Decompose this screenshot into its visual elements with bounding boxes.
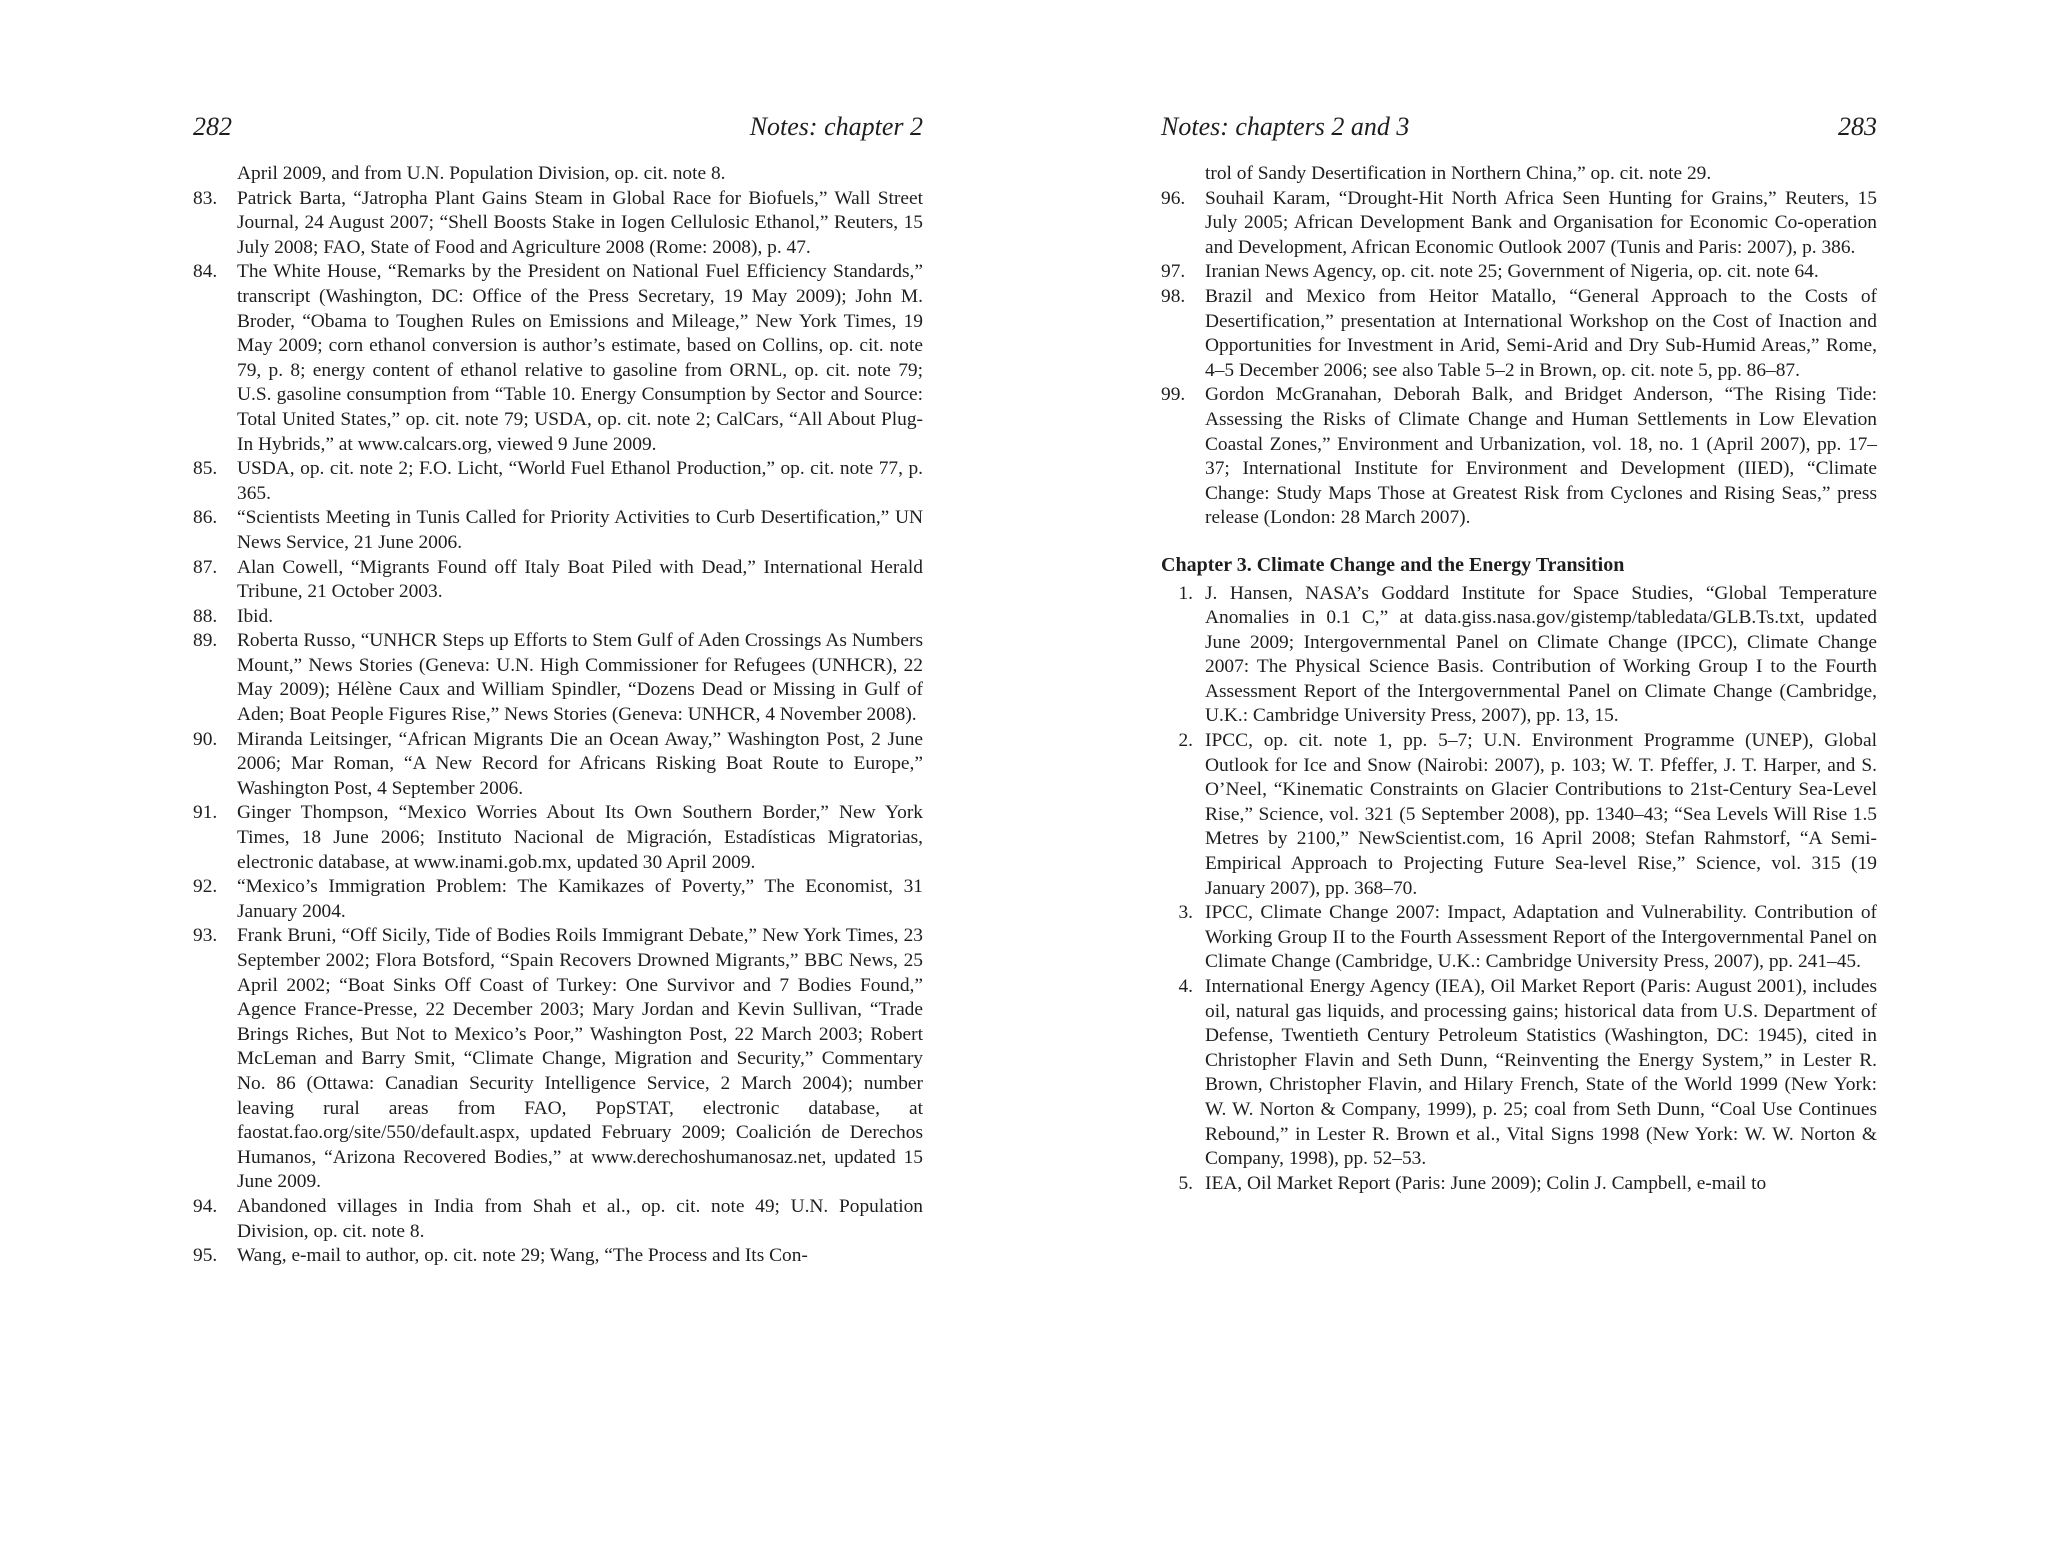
note-number: 4.	[1178, 976, 1193, 997]
note-number: 3.	[1178, 902, 1193, 924]
note-continuation: trol of Sandy Desertification in Northern China,” op. cit. note 29.	[1205, 163, 1712, 184]
note-text: IPCC, Climate Change 2007: Impact, Adaptation and Vulnerability. Contribution of Working Group II to the Fourth Assessment Report of the Intergovernmental Panel on Climate Change (Cambridge, U.K.: Cambridge University Press, 2007), pp. 241–45.	[1205, 902, 1877, 973]
note-item	[193, 924, 923, 1195]
note-item	[1161, 187, 1877, 261]
note-item	[193, 506, 923, 555]
note-text: Alan Cowell, “Migrants Found off Italy Boat Piled with Dead,” International Herald Tribune, 21 October 2003.	[237, 556, 923, 603]
note-number: 88.	[193, 605, 218, 627]
note-continuation: April 2009, and from U.N. Population Division, op. cit. note 8.	[237, 163, 726, 184]
running-head: Notes: chapters 2 and 3	[1161, 112, 1410, 141]
note-text: Brazil and Mexico from Heitor Matallo, “General Approach to the Costs of Desertification,” presentation at International Workshop on the Cost of Inaction and Opportunities for Investment in Arid, Semi-Arid and Dry Sub-Humid Areas,” Rome, 4–5 December 2006; see also Table 5–2 in Brown, op. cit. note 5, pp. 86–87.	[1205, 285, 1877, 381]
page-number: 282	[193, 112, 232, 141]
note-number: 89.	[193, 630, 218, 652]
right-page	[1161, 112, 1877, 1196]
note-text: Roberta Russo, “UNHCR Steps up Efforts to Stem Gulf of Aden Crossings As Numbers Mount,” News Stories (Geneva: U.N. High Commissioner for Refugees (UNHCR), 22 May 2009); Hélène Caux and William Spindler, “Dozens Dead or Missing in Gulf of Aden; Boat People Figures Rise,” News Stories (Geneva: UNHCR, 4 November 2008).	[237, 630, 923, 726]
note-number: 85.	[193, 458, 218, 480]
note-text: Frank Bruni, “Off Sicily, Tide of Bodies Roils Immigrant Debate,” New York Times, 23 September 2002; Flora Botsford, “Spain Recovers Drowned Migrants,” BBC News, 25 April 2002; “Boat Sinks Off Coast of Turkey: One Survivor and 7 Bodies Found,” Agence France-Presse, 22 December 2003; Mary Jordan and Kevin Sullivan, “Trade Brings Riches, But Not to Mexico’s Poor,” Washington Post, 22 March 2003; Robert McLeman and Barry Smit, “Climate Change, Migration and Security,” Commentary No. 86 (Ottawa: Canadian Security Intelligence Service, 2 March 2004); number leaving rural areas from FAO, PopSTAT, electronic database, at faostat.fao.org/site/550/default.aspx, updated February 2009; Coalición de Derechos Humanos, “Arizona Recovered Bodies,” at www.derechoshumanosaz.net, updated 15 June 2009.	[237, 925, 923, 1193]
note-number: 2.	[1178, 730, 1193, 752]
note-number: 98.	[1161, 285, 1186, 307]
note-number: 90.	[193, 728, 218, 750]
note-number: 5.	[1178, 1172, 1193, 1194]
note-number: 87.	[193, 556, 218, 578]
note-text: Iranian News Agency, op. cit. note 25; Government of Nigeria, op. cit. note 64.	[1205, 261, 1819, 283]
note-item	[1161, 729, 1877, 901]
note-text: IEA, Oil Market Report (Paris: June 2009); Colin J. Campbell, e-mail to	[1205, 1172, 1767, 1194]
note-number: 92.	[193, 876, 218, 898]
note-text: “Scientists Meeting in Tunis Called for Priority Activities to Curb Desertification,” UN News Service, 21 June 2006.	[237, 507, 923, 553]
note-number: 1.	[1178, 582, 1193, 604]
note-item	[193, 605, 923, 630]
note-number: 95.	[193, 1245, 218, 1267]
note-text: USDA, op. cit. note 2; F.O. Licht, “World Fuel Ethanol Production,” op. cit. note 77, p. 365.	[237, 458, 923, 504]
note-item	[1161, 260, 1877, 285]
note-text: Abandoned villages in India from Shah et al., op. cit. note 49; U.N. Population Division, op. cit. note 8.	[237, 1195, 923, 1242]
note-number: 94.	[193, 1195, 218, 1217]
note-text: Patrick Barta, “Jatropha Plant Gains Steam in Global Race for Biofuels,” Wall Street Journal, 24 August 2007; “Shell Boosts Stake in Iogen Cellulosic Ethanol,” Reuters, 15 July 2008; FAO, State of Food and Agriculture 2008 (Rome: 2008), p. 47.	[237, 187, 923, 258]
note-item	[193, 629, 923, 727]
note-number: 97.	[1161, 261, 1186, 283]
note-text: Wang, e-mail to author, op. cit. note 29; Wang, “The Process and Its Con-	[237, 1245, 808, 1267]
chapter-notes-list	[1161, 582, 1877, 1197]
note-text: Ibid.	[237, 605, 274, 627]
note-number: 86.	[193, 507, 218, 529]
note-number: 96.	[1161, 187, 1186, 209]
note-item	[193, 1244, 923, 1269]
note-item	[1161, 975, 1877, 1172]
note-item	[193, 556, 923, 605]
page-number: 283	[1838, 112, 1877, 141]
notes-list	[193, 162, 923, 1269]
running-head: Notes: chapter 2	[749, 112, 923, 141]
note-item	[193, 801, 923, 875]
note-number: 91.	[193, 802, 218, 824]
note-item	[193, 260, 923, 457]
note-item	[1161, 285, 1877, 383]
note-item	[1161, 582, 1877, 730]
right-page-header	[1161, 112, 1877, 148]
note-text: J. Hansen, NASA’s Goddard Institute for Space Studies, “Global Temperature Anomalies in 0.1 C,” at data.giss.nasa.gov/gistemp/tabledata/GLB.Ts.txt, updated June 2009; Intergovernmental Panel on Climate Change (IPCC), Climate Change 2007: The Physical Science Basis. Contribution of Working Group I to the Fourth Assessment Report of the Intergovernmental Panel on Climate Change (Cambridge, U.K.: Cambridge University Press, 2007), pp. 13, 15.	[1205, 582, 1877, 727]
note-item	[193, 1195, 923, 1244]
note-item	[193, 187, 923, 261]
note-item	[193, 457, 923, 506]
note-item	[1161, 901, 1877, 975]
left-page-header	[193, 112, 923, 148]
note-text: IPCC, op. cit. note 1, pp. 5–7; U.N. Environment Programme (UNEP), Global Outlook for Ice and Snow (Nairobi: 2007), p. 103; W. T. Pfeffer, J. T. Harper, and S. O’Neel, “Kinematic Constraints on Glacier Contributions to 21st-Century Sea-Level Rise,” Science, vol. 321 (5 September 2008), pp. 1340–43; “Sea Levels Will Rise 1.5 Metres by 2100,” NewScientist.com, 16 April 2008; Stefan Rahmstorf, “A Semi-Empirical Approach to Projecting Future Sea-level Rise,” Science, vol. 315 (19 January 2007), pp. 368–70.	[1205, 730, 1877, 899]
note-text: “Mexico’s Immigration Problem: The Kamikazes of Poverty,” The Economist, 31 January 2004.	[237, 876, 923, 922]
note-text: Gordon McGranahan, Deborah Balk, and Bridget Anderson, “The Rising Tide: Assessing the Risks of Climate Change and Human Settlements in Low Elevation Coastal Zones,” Environment and Urbanization, vol. 18, no. 1 (April 2007), pp. 17–37; International Institute for Environment and Development (IIED), “Climate Change: Study Maps Those at Greatest Risk from Cyclones and Rising Seas,” press release (London: 28 March 2007).	[1205, 384, 1877, 529]
notes-list	[1161, 162, 1877, 531]
note-item	[1161, 383, 1877, 531]
note-number: 93.	[193, 925, 218, 947]
note-item	[1161, 1172, 1877, 1197]
note-text: Miranda Leitsinger, “African Migrants Die an Ocean Away,” Washington Post, 2 June 2006; Mar Roman, “A New Record for Africans Risking Boat Route to Europe,” Washington Post, 4 September 2006.	[237, 728, 923, 799]
left-page	[193, 112, 923, 1269]
chapter-heading: Chapter 3. Climate Change and the Energy Transition	[1161, 553, 1625, 576]
note-item	[193, 875, 923, 924]
note-text: Souhail Karam, “Drought-Hit North Africa Seen Hunting for Grains,” Reuters, 15 July 2005; African Development Bank and Organisation for Economic Co-operation and Development, African Economic Outlook 2007 (Tunis and Paris: 2007), p. 386.	[1205, 187, 1877, 258]
note-number: 83.	[193, 187, 218, 209]
note-number: 84.	[193, 261, 218, 283]
note-text: Ginger Thompson, “Mexico Worries About Its Own Southern Border,” New York Times, 18 June 2006; Instituto Nacional de Migración, Estadísticas Migratorias, electronic database, at www.inami.gob.mx, updated 30 April 2009.	[237, 802, 923, 873]
note-text: International Energy Agency (IEA), Oil Market Report (Paris: August 2001), includes oil, natural gas liquids, and processing gains; historical data from U.S. Department of Defense, Twentieth Century Petroleum Statistics (Washington, DC: 1945), cited in Christopher Flavin and Seth Dunn, “Reinventing the Energy System,” in Lester R. Brown, Christopher Flavin, and Hilary French, State of the World 1999 (New York: W. W. Norton & Company, 1999), p. 25; coal from Seth Dunn, “Coal Use Continues Rebound,” in Lester R. Brown et al., Vital Signs 1998 (New York: W. W. Norton & Company, 1998), pp. 52–53.	[1205, 976, 1877, 1170]
note-text: The White House, “Remarks by the President on National Fuel Efficiency Standards,” transcript (Washington, DC: Office of the Press Secretary, 19 May 2009); John M. Broder, “Obama to Toughen Rules on Emissions and Mileage,” New York Times, 19 May 2009; corn ethanol conversion is author’s estimate, based on Collins, op. cit. note 79, p. 8; energy content of ethanol relative to gasoline from ORNL, op. cit. note 79; U.S. gasoline consumption from “Table 10. Energy Consumption by Sector and Source: Total United States,” op. cit. note 79; USDA, op. cit. note 2; CalCars, “All About Plug-In Hybrids,” at www.calcars.org, viewed 9 June 2009.	[237, 261, 923, 455]
note-item	[193, 728, 923, 802]
note-number: 99.	[1161, 384, 1186, 406]
